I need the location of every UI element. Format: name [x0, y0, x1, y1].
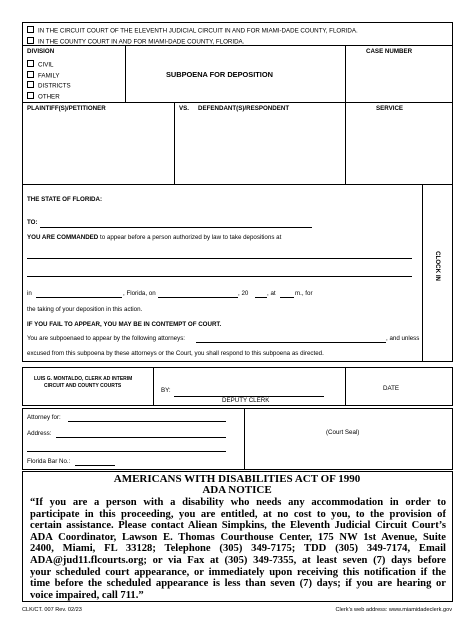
- bar-no-label: Florida Bar No.:: [27, 458, 71, 465]
- attorney-for-field[interactable]: [68, 421, 226, 422]
- state-of-florida: THE STATE OF FLORIDA:: [27, 196, 103, 203]
- parties-row-box: [22, 102, 453, 185]
- defendant-label: DEFENDANT(S)/RESPONDENT: [198, 105, 290, 112]
- circuit-court-option[interactable]: IN THE CIRCUIT COURT OF THE ELEVENTH JUDICIAL CIRCUIT IN AND FOR MIAMI-DADE COUNTY, FLORIDA.: [27, 26, 358, 35]
- location-field-2[interactable]: [27, 276, 412, 277]
- year-field[interactable]: [255, 297, 267, 298]
- divider: [345, 45, 346, 103]
- taking-text: the taking of your deposition in this action.: [27, 306, 143, 313]
- attorneys-field[interactable]: [196, 342, 386, 343]
- checkbox-icon[interactable]: [27, 60, 34, 67]
- in-label: in: [27, 290, 32, 297]
- plaintiff-label: PLAINTIFF(S)/PETITIONER: [27, 105, 106, 112]
- address-field-1[interactable]: [56, 437, 226, 438]
- location-field-1[interactable]: [27, 258, 412, 259]
- date-label: DATE: [383, 385, 400, 392]
- checkbox-icon[interactable]: [27, 26, 34, 33]
- address-field-2[interactable]: [27, 451, 226, 452]
- attorney-row-box: [22, 408, 453, 470]
- ada-line: certain assistance. Please contact Aliean Simpkins, the Eleventh Judicial Circuit Court’s: [30, 520, 446, 532]
- clock-in-label-wrap: [425, 230, 449, 270]
- date-field[interactable]: [158, 297, 238, 298]
- clerk-name-line1: LUIS G. MONTALDO, CLERK AD INTERIM: [34, 376, 133, 382]
- contempt-warning: IF YOU FAIL TO APPEAR, YOU MAY BE IN CONTEMPT OF COURT.: [27, 321, 222, 328]
- ada-line-email[interactable]: ADA@jud11.flcourts.org; or via Fax at (305) 349-7355, at least seven (7) days before: [30, 554, 446, 566]
- checkbox-icon[interactable]: [27, 71, 34, 78]
- form-id: CLK/CT. 007 Rev. 02/23: [22, 607, 82, 613]
- clerk-name-line2: CIRCUIT AND COUNTY COURTS: [44, 383, 122, 389]
- ada-line: 2400, Miami, FL 33128; Telephone (305) 349-7175; TDD (305) 349-7174, Email: [30, 543, 446, 555]
- divider: [125, 45, 126, 103]
- city-field[interactable]: [36, 297, 122, 298]
- division-option-civil[interactable]: CIVIL: [27, 60, 53, 69]
- year-prefix: , 20: [238, 290, 249, 297]
- division-label: DIVISION: [27, 48, 55, 55]
- bar-no-field[interactable]: [75, 465, 115, 466]
- ada-line: “If you are a person with a disability who needs any accommodation in order to: [30, 497, 446, 508]
- division-option-districts[interactable]: DISTRICTS: [27, 81, 71, 90]
- to-label: TO:: [27, 219, 38, 226]
- ada-line: time before the scheduled appearance is less than seven (7) days; if you are hearing or: [30, 578, 446, 590]
- commanded-line: [27, 235, 281, 241]
- unless-text: , and unless: [386, 335, 420, 342]
- clerk-web-address[interactable]: Clerk’s web address: www.miamidadeclerk.gov: [335, 607, 452, 613]
- at-label: , at: [267, 290, 276, 297]
- vs-label: VS.: [179, 105, 189, 112]
- division-option-other[interactable]: OTHER: [27, 92, 60, 101]
- subpoenaed-text: You are subpoenaed to appear by the following attorneys:: [27, 335, 186, 342]
- service-label: SERVICE: [376, 105, 404, 112]
- ada-line: your scheduled court appearance, or immediately upon receiving this notification if the: [30, 566, 446, 578]
- to-field[interactable]: [40, 227, 312, 228]
- commanded-bold: YOU ARE COMMANDED: [27, 234, 99, 241]
- form-title: SUBPOENA FOR DEPOSITION: [166, 70, 273, 79]
- checkbox-icon[interactable]: [27, 92, 34, 99]
- divider: [244, 408, 245, 470]
- checkbox-icon[interactable]: [27, 37, 34, 44]
- by-label: BY:: [161, 387, 171, 394]
- ada-title: AMERICANS WITH DISABILITIES ACT OF 1990: [113, 473, 361, 485]
- divider: [345, 367, 346, 406]
- ada-notice-subtitle: ADA NOTICE: [202, 484, 272, 496]
- court-seal-label: (Court Seal): [326, 429, 360, 436]
- m-for-label: m., for: [295, 290, 313, 297]
- ada-line: voice impaired, call 711.”: [30, 589, 144, 601]
- attorney-for-label: Attorney for:: [27, 414, 61, 421]
- checkbox-icon[interactable]: [27, 81, 34, 88]
- florida-on-label: , Florida, on: [123, 290, 156, 297]
- divider: [153, 367, 154, 406]
- divider: [422, 184, 423, 362]
- divider: [345, 102, 346, 185]
- ada-line: participate in this proceeding, you are entitled, at no cost to you, to the provision of: [30, 508, 446, 520]
- address-label: Address:: [27, 430, 52, 437]
- case-number-label: CASE NUMBER: [366, 48, 413, 55]
- time-field[interactable]: [280, 297, 294, 298]
- county-court-option[interactable]: IN THE COUNTY COURT IN AND FOR MIAMI-DADE COUNTY, FLORIDA.: [27, 37, 244, 46]
- deputy-clerk-label: DEPUTY CLERK: [222, 397, 270, 404]
- divider: [174, 102, 175, 185]
- division-option-family[interactable]: FAMILY: [27, 71, 60, 80]
- excused-text: excused from this subpoena by these attorneys or the Court, you shall respond to this subpoena as directed.: [27, 350, 324, 357]
- commanded-text: to appear before a person authorized by law to take depositions at: [100, 234, 282, 241]
- ada-text-block: [30, 497, 446, 601]
- ada-line: ADA Coordinator, Lawson E. Thomas Courthouse Center, 175 NW 1st Avenue, Suite: [30, 531, 446, 543]
